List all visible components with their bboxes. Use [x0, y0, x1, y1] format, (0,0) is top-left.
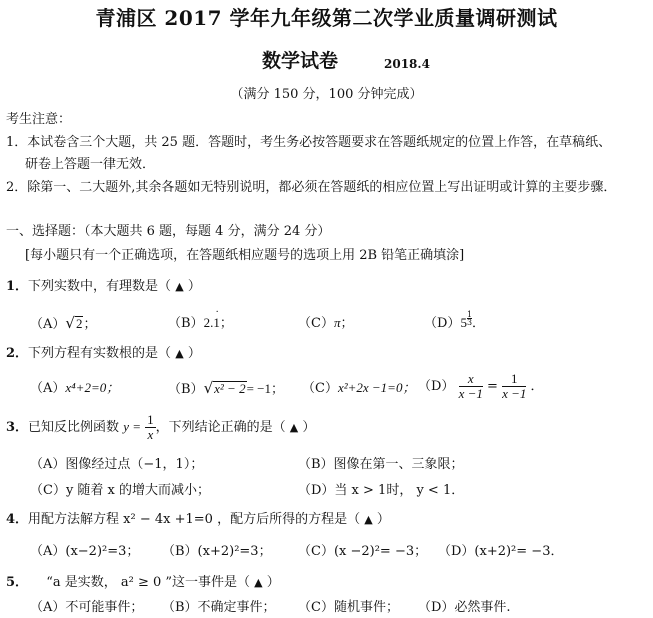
exam-subtitle: 数学试卷 — [262, 50, 339, 72]
question-number: 1． — [6, 279, 29, 294]
answer-placeholder-icon: ▲ — [175, 347, 184, 360]
question-stem: 用配方法解方程 x² − 4x +1=0 ，配方后所得的方程是（ — [28, 512, 361, 527]
option-b[interactable]: （B）(x+2)²=3； — [162, 544, 272, 559]
question-stem: “a 是实数， a² ≥ 0 ”这一事件是（ — [46, 575, 251, 590]
exam-title: 青浦区 2017 学年九年级第二次学业质量调研测试 — [95, 6, 558, 30]
option-b[interactable]: （B）图像在第一、三象限； — [298, 457, 464, 472]
answer-placeholder-icon: ▲ — [175, 280, 184, 293]
stem-close: ） — [302, 420, 316, 435]
fraction-left — [459, 372, 483, 401]
option-c[interactable] — [302, 381, 415, 395]
question-3 — [6, 413, 315, 442]
option-d[interactable]: （D）(x+2)²= −3． — [438, 544, 564, 559]
numerator: 1 — [502, 372, 526, 387]
answer-placeholder-icon: ▲ — [254, 576, 263, 589]
question-4 — [6, 513, 390, 526]
option-b[interactable] — [168, 381, 284, 396]
section-heading: 一、选择题：（本大题共 6 题，每题 4 分，满分 24 分） — [6, 224, 331, 239]
option-a[interactable]: （A）图像经过点（−1，1）； — [30, 457, 204, 472]
option-a[interactable] — [30, 316, 96, 331]
question-number: 5． — [6, 575, 29, 590]
notice-item-1-cont: 研卷上答题一律无效． — [25, 157, 156, 172]
option-c[interactable]: （C）(x −2)²= −3； — [298, 544, 428, 559]
exam-date: 2018.4 — [384, 57, 430, 71]
option-label: （A） — [30, 381, 66, 396]
option-d[interactable] — [424, 310, 486, 331]
option-label: （D） — [424, 316, 461, 331]
answer-placeholder-icon: ▲ — [289, 421, 299, 434]
question-number: 2． — [6, 346, 29, 361]
option-a[interactable]: （A）不可能事件； — [30, 600, 144, 615]
option-c[interactable]: （C）y 随着 x 的增大而减小； — [30, 483, 211, 498]
radicand: x² − 2 — [214, 381, 246, 396]
option-text: x²+2x −1=0； — [337, 380, 416, 395]
section-instruction: [每小题只有一个正确选项，在答题纸相应题号的选项上用 2B 铅笔正确填涂] — [25, 248, 465, 263]
option-tail: ； — [219, 316, 233, 331]
decimal-value: 2.1 — [203, 315, 220, 330]
option-label: （D） — [418, 379, 455, 394]
stem-close: ） — [266, 575, 280, 590]
option-b[interactable] — [168, 307, 233, 331]
equals-sign: = — [487, 379, 498, 394]
function-fraction — [145, 413, 156, 442]
option-label: （A） — [30, 317, 66, 332]
option-d[interactable] — [418, 372, 544, 401]
notice-heading: 考生注意： — [6, 112, 72, 127]
question-2 — [6, 347, 201, 360]
exp-num: 1 — [466, 310, 473, 319]
option-label: （C） — [302, 381, 338, 396]
denominator: x −1 — [502, 386, 527, 401]
option-d[interactable]: （D）必然事件. — [418, 600, 511, 615]
option-tail: ； — [83, 317, 97, 332]
question-number: 3． — [6, 420, 29, 435]
numerator: x — [459, 372, 483, 387]
exp-den: 3 — [466, 318, 473, 327]
option-tail: ． — [472, 316, 486, 331]
question-5 — [6, 576, 280, 589]
stem-close: ） — [376, 512, 390, 527]
radical-icon: √ — [203, 379, 214, 397]
option-c[interactable] — [298, 316, 353, 330]
notice-item-1: 1．本试卷含三个大题，共 25 题．答题时，考生务必按答题要求在答题纸规定的位置上作答，在草稿纸、 — [6, 135, 612, 150]
repeating-decimal — [203, 307, 220, 330]
option-tail: ； — [340, 316, 354, 331]
option-text: x⁴+2=0； — [65, 380, 120, 395]
question-stem: 下列方程有实数根的是（ — [28, 346, 172, 361]
repeat-dot-icon: · — [215, 307, 219, 318]
option-d[interactable]: （D）当 x > 1时， y < 1． — [298, 483, 465, 498]
denominator: x −1 — [458, 386, 483, 401]
denominator: x — [147, 427, 154, 442]
radical-icon: √ — [65, 314, 75, 332]
answer-placeholder-icon: ▲ — [364, 513, 373, 526]
option-a[interactable]: （A）(x−2)²=3； — [30, 544, 140, 559]
question-stem-cont: ，下列结论正确的是（ — [155, 420, 286, 435]
option-label: （C） — [298, 316, 334, 331]
question-stem: 已知反比例函数 — [28, 420, 120, 435]
option-c[interactable]: （C）随机事件； — [298, 600, 399, 615]
power-base: 5 — [460, 315, 467, 330]
option-tail: ． — [530, 379, 544, 394]
question-number: 4． — [6, 512, 29, 527]
notice-item-2: 2．除第一、二大题外,其余各题如无特别说明，都必须在答题纸的相应位置上写出证明或计算的主要步骤． — [6, 180, 617, 195]
option-a[interactable] — [30, 381, 119, 395]
stem-close: ） — [187, 346, 201, 361]
stem-close: ） — [187, 279, 201, 294]
question-1 — [6, 280, 201, 293]
function-lhs: y = — [123, 419, 141, 434]
radicand: 2 — [75, 316, 83, 331]
pi-value: π — [333, 315, 341, 330]
option-label: （B） — [168, 316, 204, 331]
numerator: 1 — [147, 412, 154, 427]
fraction-right — [502, 372, 526, 401]
exam-score-info: （满分 150 分，100 分钟完成） — [230, 87, 423, 102]
option-b[interactable]: （B）不确定事件； — [162, 600, 276, 615]
option-tail: = −1； — [246, 381, 284, 396]
option-label: （B） — [168, 382, 204, 397]
question-stem: 下列实数中，有理数是（ — [28, 279, 172, 294]
